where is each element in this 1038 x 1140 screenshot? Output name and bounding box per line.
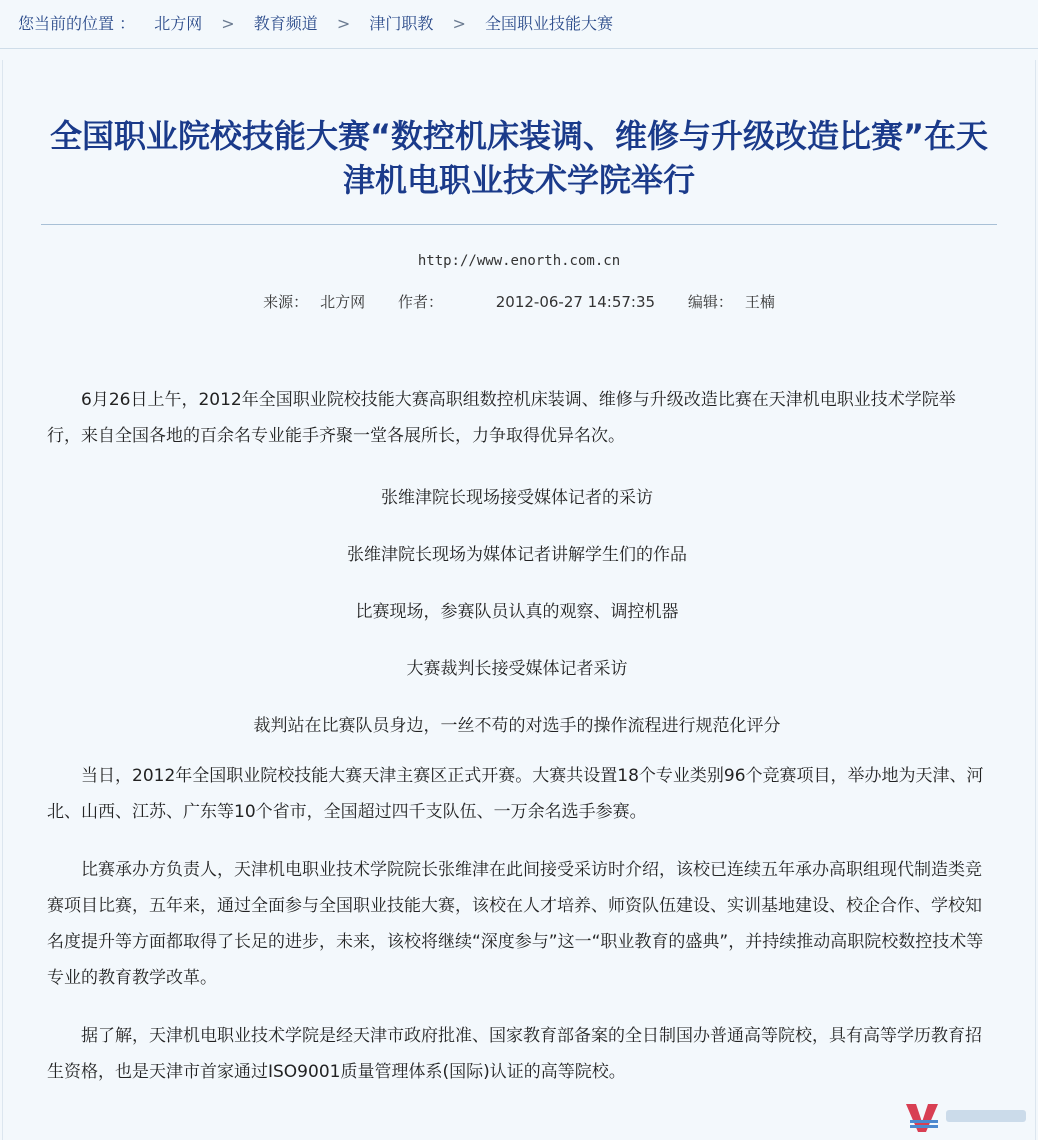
article-url[interactable]: http://www.enorth.com.cn	[417, 253, 621, 269]
source-value[interactable]: 北方网	[320, 293, 366, 311]
breadcrumb-link-vocational[interactable]: 津门职教	[369, 14, 434, 33]
article-container	[2, 60, 1036, 1140]
logo-watermark-icon	[902, 1096, 1032, 1136]
article-meta	[3, 291, 1035, 312]
article-paragraph: 据了解，天津机电职业技术学院是经天津市政府批准、国家教育部备案的全日制国办普通高等院校，具有高等学历教育招生资格，也是天津市首家通过ISO9001质量管理体系(国际)认证的高等院校。	[47, 1026, 982, 1082]
photo-caption: 大赛裁判长接受媒体记者采访	[406, 659, 628, 679]
photo-caption: 比赛现场，参赛队员认真的观察、调控机器	[355, 602, 679, 622]
source-label: 来源：	[263, 293, 309, 311]
photo-caption: 张维津院长现场为媒体记者讲解学生们的作品	[347, 545, 687, 565]
breadcrumb-link-contest[interactable]: 全国职业技能大赛	[485, 14, 614, 33]
photo-caption: 张维津院长现场接受媒体记者的采访	[381, 488, 653, 508]
article-paragraph: 比赛承办方负责人，天津机电职业技术学院院长张维津在此间接受采访时介绍，该校已连续五年承办高职组现代制造类竞赛项目比赛，五年来，通过全面参与全国职业技能大赛，该校在人才培养、师资队伍建设、实训基地建设、校企合作、学校知名度提升等方面都取得了长足的进步，未来，该校将继续“深度参与”这一“职业教育的盛典”，并持续推动高职院校数控技术等专业的教育教学改革。	[47, 860, 984, 988]
editor-label: 编辑：	[687, 293, 733, 311]
author-label: 作者：	[397, 293, 443, 311]
breadcrumb-separator: >	[452, 14, 466, 33]
breadcrumb	[0, 0, 1038, 49]
publish-datetime: 2012-06-27 14:57:35	[495, 293, 656, 311]
breadcrumb-separator: >	[336, 14, 351, 33]
breadcrumb-prefix: 您当前的位置 ：	[18, 14, 136, 33]
article-paragraph: 当日，2012年全国职业院校技能大赛天津主赛区正式开赛。大赛共设置18个专业类别96个竞赛项目，举办地为天津、河北、山西、江苏、广东等10个省市，全国超过四千支队伍、一万余名选手参赛。	[47, 766, 984, 822]
photo-caption: 裁判站在比赛队员身边，一丝不苟的对选手的操作流程进行规范化评分	[253, 716, 781, 736]
breadcrumb-separator: >	[221, 14, 235, 33]
article-paragraph: 6月26日上午，2012年全国职业院校技能大赛高职组数控机床装调、维修与升级改造比赛在天津机电职业技术学院举行，来自全国各地的百余名专业能手齐聚一堂各展所长，力争取得优异名次。	[47, 390, 956, 446]
breadcrumb-link-education[interactable]: 教育频道	[253, 14, 318, 33]
title-divider	[41, 224, 997, 225]
article-body	[47, 382, 987, 1090]
editor-value: 王楠	[744, 293, 775, 311]
article-title: 全国职业院校技能大赛“数控机床装调、维修与升级改造比赛”在天津机电职业技术学院举行	[49, 117, 989, 199]
breadcrumb-link-home[interactable]: 北方网	[154, 14, 203, 33]
